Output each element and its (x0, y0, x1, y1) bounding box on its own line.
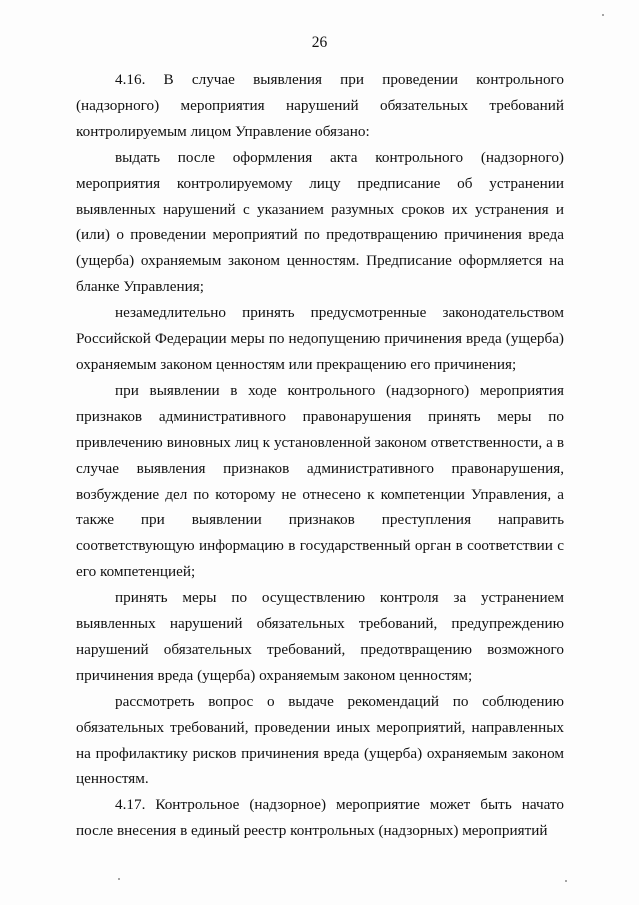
page-number: 26 (311, 34, 328, 51)
paragraph-4-16-intro: 4.16. В случае выявления при проведении контрольного (надзорного) мероприятия нарушений обязательных требований контролируемым лицом Управление обязано: (76, 71, 564, 140)
paragraph-issue-order: выдать после оформления акта контрольного (надзорного) мероприятия контролируемому лицу предписание об устранении выявленных нарушений с указанием разумных сроков их устранения и (или) о проведении мероприятий по предотвращению причинения вреда (ущерба) охраняемым законом ценностям. Предписание оформляется на бланке Управления; (76, 148, 564, 296)
scan-speck (118, 878, 120, 880)
paragraph-recommendations: рассмотреть вопрос о выдаче рекомендаций по соблюдению обязательных требований, проведении иных мероприятий, направленных на профилактику рисков причинения вреда (ущерба) охраняемым законом ценностям. (76, 692, 564, 788)
paragraph-administrative-offense: при выявлении в ходе контрольного (надзорного) мероприятия признаков административного правонарушения принять меры по привлечению виновных лиц к установленной законом ответственности, а в случае выявления признаков административного правонарушения, возбуждение дел по которому не отнесено к компетенции Управления, а также при выявлении признаков преступления направить соответствующую информацию в государственный орган в соответствии с его компетенцией; (76, 381, 564, 581)
scan-speck (602, 14, 604, 16)
document-body (76, 67, 564, 844)
paragraph-control-elimination: принять меры по осуществлению контроля за устранением выявленных нарушений обязательных требований, предупреждению нарушений обязательных требований, предотвращению возможного причинения вреда (ущерба) охраняемым законом ценностям; (76, 589, 564, 684)
scan-speck (565, 880, 567, 882)
paragraph-4-17: 4.17. Контрольное (надзорное) мероприятие может быть начато после внесения в единый реестр контрольных (надзорных) мероприятий (76, 796, 564, 840)
paragraph-take-measures: незамедлительно принять предусмотренные законодательством Российской Федерации меры по недопущению причинения вреда (ущерба) охраняемым законом ценностям или прекращению его причинения; (76, 304, 564, 373)
